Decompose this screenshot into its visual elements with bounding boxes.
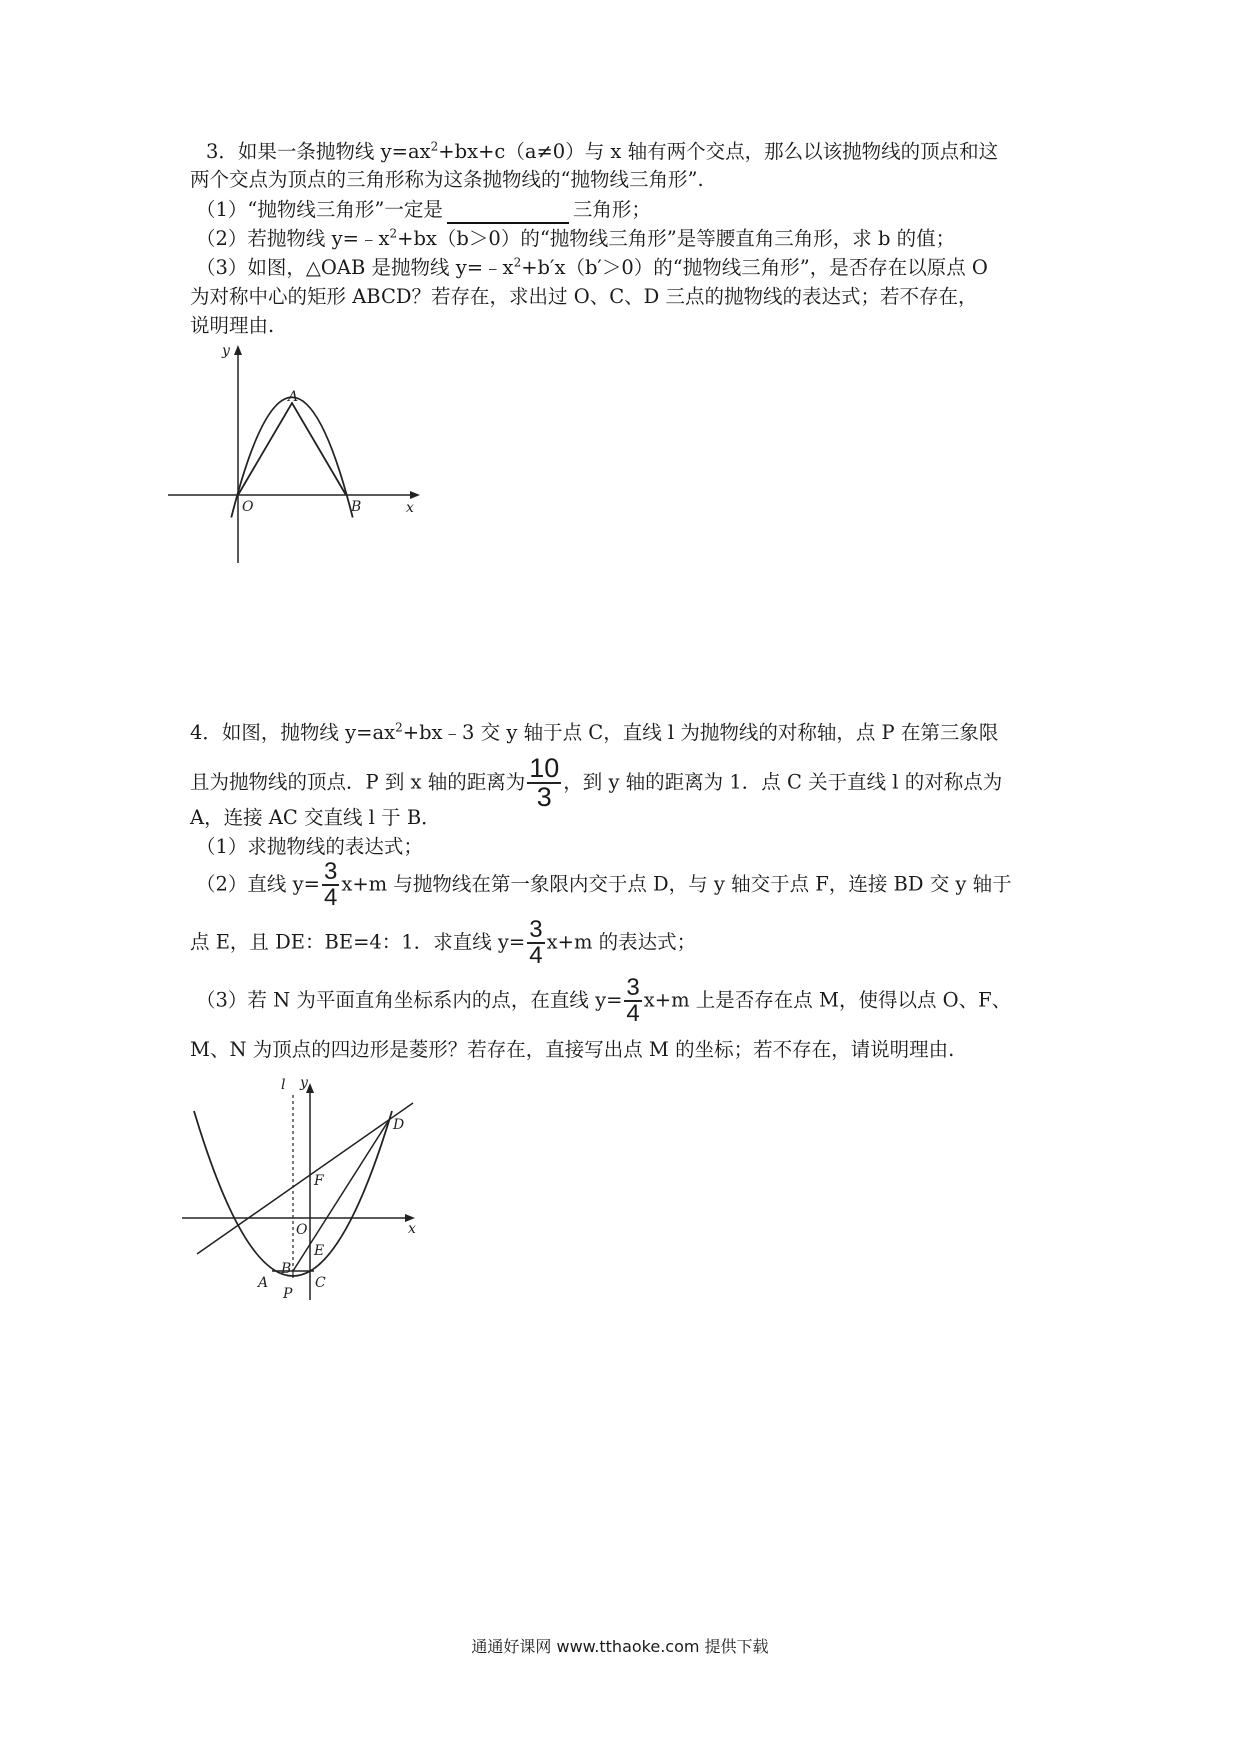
label-y: y — [300, 1075, 308, 1091]
fraction-denominator: 3 — [536, 782, 552, 812]
q3-part-1 — [196, 196, 651, 224]
fraction-numerator: 3 — [626, 974, 640, 1001]
q3-part-3-line-2: 为对称中心的矩形 ABCD？若存在，求出过 O、C、D 三点的抛物线的表达式；若不存在， — [190, 285, 978, 308]
q3-text: +bx+c（a≠0）与 x 轴有两个交点，那么以该抛物线的顶点和这 — [438, 140, 999, 163]
label-p: P — [283, 1286, 293, 1302]
q4-part-2-text: x+m 与抛物线在第一象限内交于点 D，与 y 轴交于点 F，连接 BD 交 y 轴于 — [341, 872, 1012, 896]
y-axis-arrow — [234, 345, 242, 355]
q3-text: 如果一条抛物线 y=ax — [237, 140, 431, 163]
fraction-denominator: 4 — [323, 884, 338, 911]
answer-blank — [447, 202, 569, 224]
label-l: l — [281, 1077, 286, 1093]
q4-part-3-line-2: M、N 为顶点的四边形是菱形？若存在，直接写出点 M 的坐标；若不存在，请说明理由. — [190, 1038, 955, 1061]
label-o: O — [296, 1222, 308, 1238]
q3-part-2-text: （2）若抛物线 y=﹣x — [196, 227, 390, 250]
q4-text: 4．如图，抛物线 y=ax — [190, 721, 396, 744]
x-axis-arrow — [410, 491, 420, 499]
q3-line-1 — [206, 138, 998, 166]
q3-line-2: 两个交点为顶点的三角形称为这条抛物线的“抛物线三角形”. — [190, 168, 704, 191]
q4-part-2-text: x+m 的表达式； — [546, 930, 697, 954]
label-d: D — [393, 1117, 405, 1133]
line-bd — [293, 1120, 389, 1271]
q4-line-2 — [190, 755, 1002, 811]
fraction-10-3 — [527, 755, 561, 811]
label-f: F — [314, 1173, 324, 1189]
label-o: O — [242, 499, 254, 515]
q3-part-3-text: +b′x（b′＞0）的“抛物线三角形”，是否存在以原点 O — [521, 256, 988, 279]
fraction-denominator: 4 — [529, 942, 543, 969]
fraction-3-4 — [624, 976, 641, 1026]
q4-part-2 — [196, 860, 1012, 910]
fraction-denominator: 4 — [626, 1000, 640, 1027]
q3-number: 3． — [206, 140, 238, 163]
q4-text: ，到 y 轴的距离为 1．点 C 关于直线 l 的对称点为 — [563, 770, 1003, 794]
q4-part-3 — [196, 976, 1011, 1026]
q4-part-3-text: （3）若 N 为平面直角坐标系内的点，在直线 y= — [196, 988, 623, 1012]
q4-figure — [180, 1075, 480, 1335]
q3-part-3-line-3: 说明理由. — [190, 314, 275, 337]
q4-text: 且为抛物线的顶点．P 到 x 轴的距离为 — [190, 770, 526, 794]
fraction-3-4 — [527, 918, 544, 968]
triangle-oab — [238, 403, 346, 495]
q3-figure — [160, 345, 440, 585]
label-a: A — [258, 1275, 269, 1291]
label-y: y — [222, 343, 230, 359]
exponent: 2 — [430, 139, 439, 154]
q4-part-2-text: （2）直线 y= — [196, 872, 320, 896]
q4-part-1: （1）求抛物线的表达式； — [196, 835, 423, 858]
label-x: x — [406, 500, 414, 516]
q4-part-3-text: x+m 上是否存在点 M，使得以点 O、F、 — [643, 988, 1012, 1012]
fraction-3-4 — [322, 860, 339, 910]
label-x: x — [408, 1221, 416, 1237]
exponent: 2 — [513, 255, 522, 270]
q3-part-1-text: （1）“抛物线三角形”一定是 — [196, 198, 443, 221]
q3-part-1-text: 三角形； — [572, 198, 651, 221]
q4-line-1 — [190, 719, 998, 747]
q3-part-2-text: +bx（b＞0）的“抛物线三角形”是等腰直角三角形，求 b 的值； — [397, 227, 956, 250]
fraction-numerator: 3 — [323, 858, 338, 885]
q4-part-2-text: 点 E，且 DE：BE=4：1．求直线 y= — [190, 930, 526, 954]
fraction-numerator: 10 — [529, 753, 560, 783]
q4-part-2-line-2 — [190, 918, 696, 968]
label-a: A — [288, 389, 299, 405]
q3-part-2 — [196, 225, 955, 253]
label-e: E — [314, 1243, 325, 1259]
q3-part-3 — [196, 254, 988, 282]
fraction-numerator: 3 — [529, 916, 543, 943]
q4-text: +bx﹣3 交 y 轴于点 C，直线 l 为抛物线的对称轴，点 P 在第三象限 — [402, 721, 999, 744]
page-footer: 通通好课网 www.tthaoke.com 提供下载 — [471, 1637, 769, 1656]
exponent: 2 — [395, 720, 403, 735]
exponent: 2 — [389, 226, 398, 241]
label-c: C — [315, 1275, 326, 1291]
q3-part-3-text: （3）如图，△OAB 是抛物线 y=﹣x — [196, 256, 514, 279]
q4-line-3: A，连接 AC 交直线 l 于 B． — [190, 806, 441, 829]
label-b: B — [281, 1261, 292, 1277]
label-b: B — [351, 499, 362, 515]
